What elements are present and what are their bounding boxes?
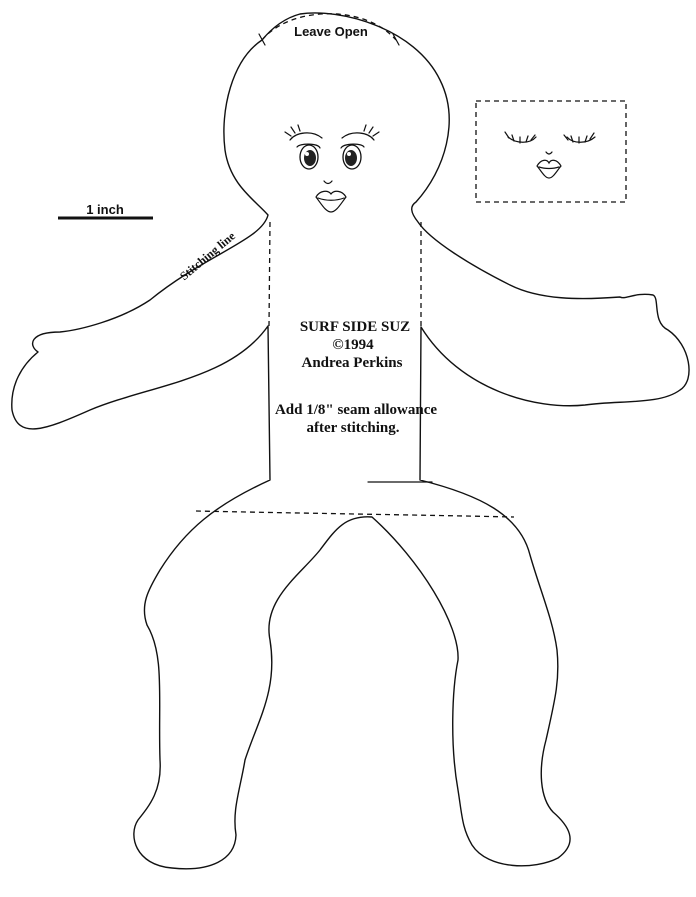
after-stitching-instruction: after stitching.: [306, 420, 400, 436]
alternate-face-box: [476, 101, 626, 202]
designer-name: Andrea Perkins: [301, 355, 403, 371]
stitching-line-label: Stitching line: [177, 228, 238, 284]
doll-face: [285, 125, 379, 212]
seam-allowance-instruction: Add 1/8" seam allowance: [274, 402, 438, 418]
scale-label: 1 inch: [86, 202, 124, 217]
copyright-year: ©1994: [332, 337, 374, 353]
left-side-stitching: [269, 222, 270, 326]
sleeping-face: [505, 132, 595, 178]
pattern-title: SURF SIDE SUZ: [299, 319, 411, 335]
waist-stitching-line: [196, 511, 514, 517]
leave-open-label: Leave Open: [294, 24, 368, 39]
